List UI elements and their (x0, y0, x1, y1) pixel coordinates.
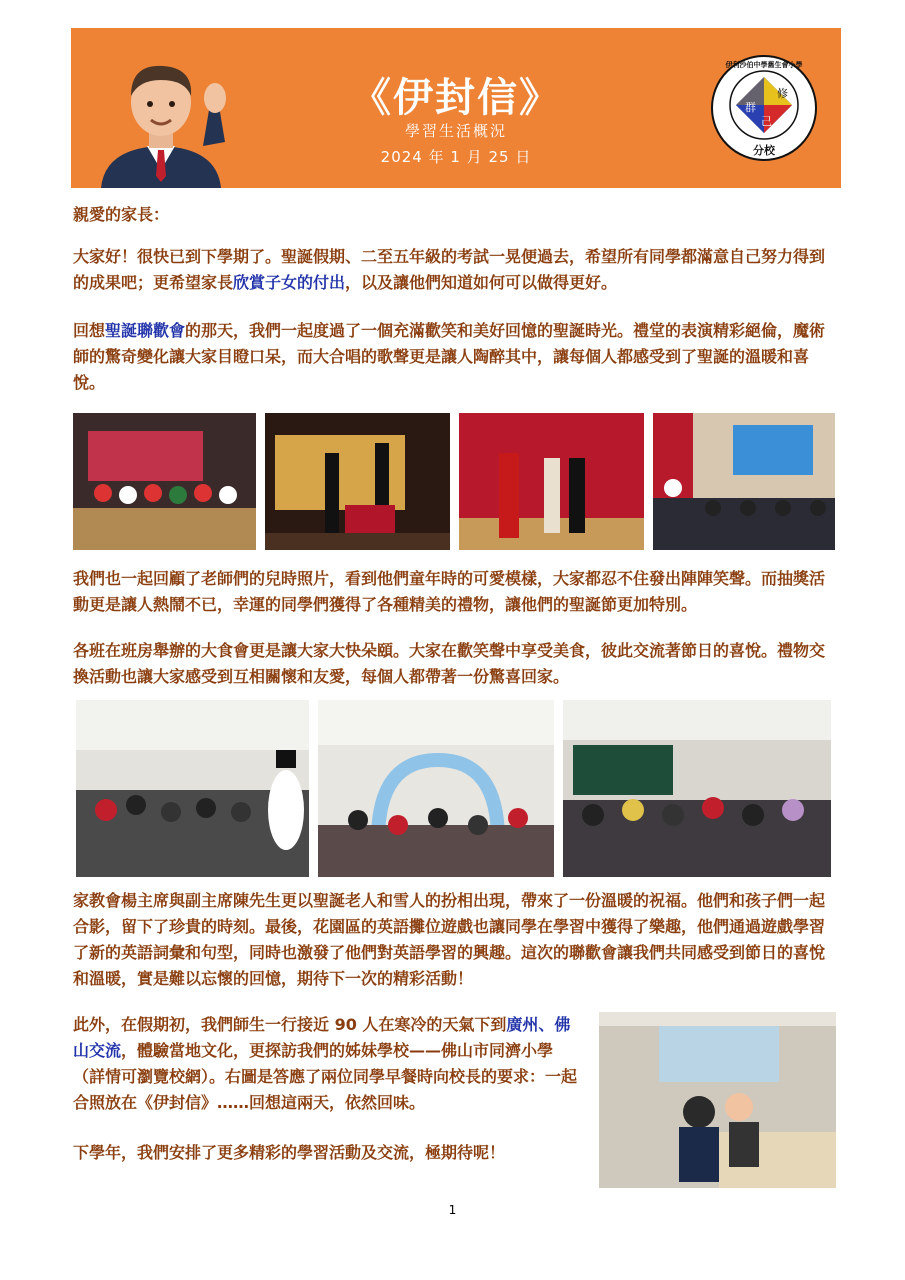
logo-char-3: 己 (761, 115, 772, 128)
paragraph-1: 大家好！很快已到下學期了。聖誕假期、二至五年級的考試一晃便過去，希望所有同學都滿意自己努力得到的成果吧；更希望家長欣賞子女的付出，以及讓他們知道如何可以做得更好。 (73, 247, 826, 292)
photo-christmas-hosts (459, 413, 644, 550)
highlight-christmas-party: 聖誕聯歡會 (105, 321, 186, 340)
photo-choir-hall (653, 413, 835, 550)
photo-classroom-balloons (318, 700, 554, 877)
paragraph-2: 回想聖誕聯歡會的那天，我們一起度過了一個充滿歡笑和美好回憶的聖誕時光。禮堂的表演精彩絕倫，魔術師的驚奇變化讓大家目瞪口呆，而大合唱的歌聲更是讓人陶醉其中，讓每個人都感受到了聖誕的溫暖和喜悅。 (73, 321, 826, 392)
photo-magician-show (265, 413, 450, 550)
photo-stage-performance (73, 413, 256, 550)
photo-breakfast-principal (599, 1012, 836, 1188)
issue-date: 2024 年 1 月 25 日 (380, 148, 532, 166)
paragraph-7: 下學年，我們安排了更多精彩的學習活動及交流，極期待呢！ (73, 1143, 506, 1162)
paragraph-6: 此外，在假期初，我們師生一行接近 90 人在寒冷的天氣下到廣州、佛山交流，體驗當地文化，更探訪我們的姊妹學校——佛山市同濟小學（詳情可瀏覽校網）。右圖是答應了兩位同學早餐時向校長的要求：一起合照放在《伊封信》……回想這兩天，依然回味。 (73, 1015, 578, 1112)
salutation: 親愛的家長： (73, 205, 170, 224)
photo-classroom-snowman (76, 700, 309, 877)
logo-char-1: 修 (777, 87, 788, 100)
highlight-guangzhou-foshan: 廣州、佛山交流 (73, 1015, 571, 1060)
highlight-appreciate: 欣賞子女的付出 (233, 273, 346, 292)
paragraph-3: 我們也一起回顧了老師們的兒時照片，看到他們童年時的可愛模樣，大家都忍不住發出陣陣笑聲。而抽獎活動更是讓人熱鬧不已，幸運的同學們獲得了各種精美的禮物，讓他們的聖誕節更加特別。 (73, 569, 826, 614)
logo-ring-text: 伊利沙伯中學舊生會小學 (725, 61, 803, 69)
logo-char-2: 群 (745, 101, 756, 114)
page-subtitle: 學習生活概況 (404, 122, 507, 140)
logo-branch-text: 分校 (753, 144, 775, 157)
paragraph-5: 家教會楊主席與副主席陳先生更以聖誕老人和雪人的扮相出現，帶來了一份溫暖的祝福。他們和孩子們一起合影，留下了珍貴的時刻。最後，花園區的英語攤位遊戲也讓同學在學習中獲得了樂趣，他們通過遊戲學習了新的英語詞彙和句型，同時也激發了他們對英語學習的興趣。這次的聯歡會讓我們共同感受到節日的喜悅和溫暖，實是難以忘懷的回憶，期待下一次的精彩活動！ (73, 891, 826, 988)
school-logo-icon (711, 55, 817, 161)
page-title: 《伊封信》 (351, 75, 561, 121)
page-number: 1 (448, 1203, 457, 1217)
photo-classroom-group (563, 700, 831, 877)
paragraph-4: 各班在班房舉辦的大食會更是讓大家大快朵頤。大家在歡笑聲中享受美食，彼此交流著節日的喜悅。禮物交換活動也讓大家感受到互相關懷和友愛，每個人都帶著一份驚喜回家。 (73, 641, 826, 686)
header-banner (71, 28, 841, 188)
